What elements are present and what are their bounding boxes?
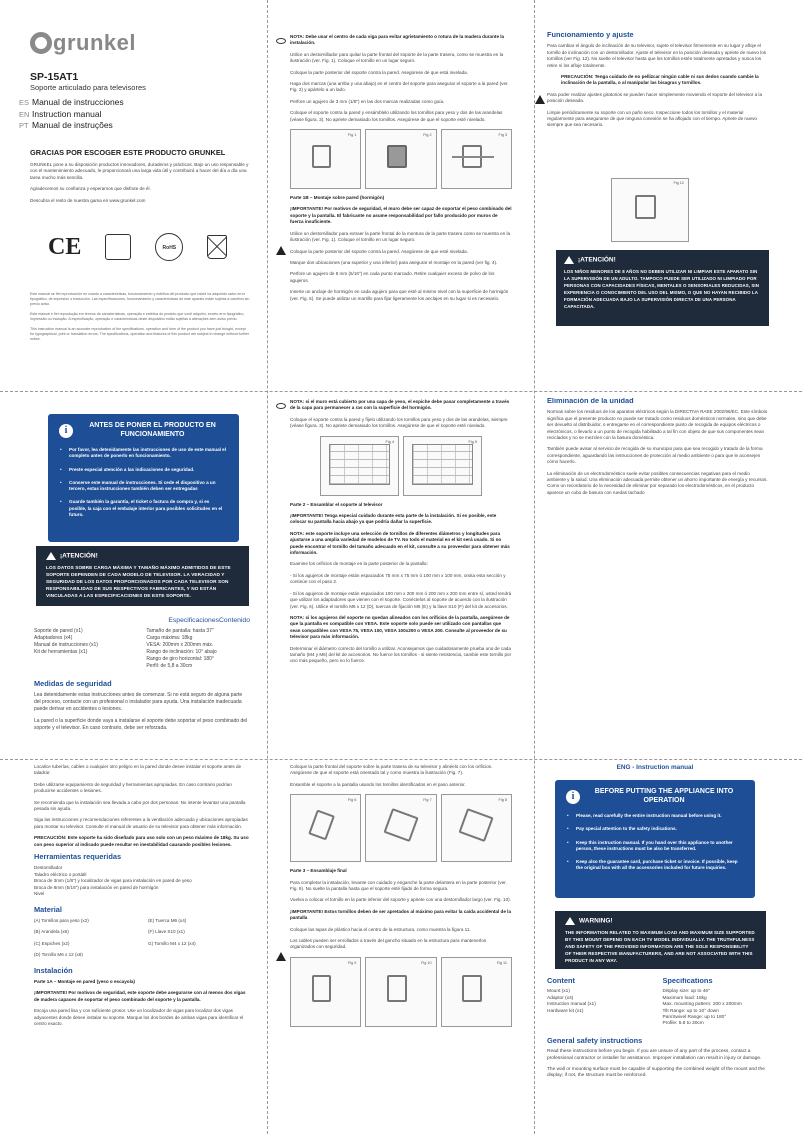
step-text: Inserte un anclaje de hormigón en cada agujero para que esté al mismo nivel con la superficie de hormigón (ver. Fig. 5). Se puede utilizar un martillo para fijar ligeramente los anclajes en su lugar si es necesario.	[290, 289, 509, 301]
language-code: EN	[19, 109, 30, 119]
warning-icon	[276, 952, 286, 961]
spec-title: Specifications	[662, 978, 713, 985]
figure	[320, 436, 399, 496]
material-title: Material	[34, 904, 62, 914]
tilt-illustration	[635, 195, 656, 220]
product-subtitle: Soporte articulado para televisores	[30, 83, 146, 92]
tv-back-illustration	[383, 808, 418, 842]
step-text: Ensamble el soporte a la pantalla usando los tornillos identificados en el paso anterior.	[290, 781, 466, 787]
step-text: Determinar el diámetro correcto del tornillo a utilizar. Aconsejamos que cuidadosamente prueba uno de cada tamaño (M4 y M6) del kit de accesorios. No fuerce los tornillos - si siente resistencia, cambie este tornillo por uno más pequeño, pero no lo fuerce.	[290, 645, 512, 664]
operation-text: Para cambiar el ángulo de inclinación de su televisor, sujete el televisor firmemente en su lugar y afloje el tornillo de inclinación con un destornillador. Ajuste el televisor en la posición deseada y apriete de nuevo los tornillos (ver Fig. 12). No suelte el televisor hasta que los tornillos estén totalmente apretados y nunca los retire ni los afloje totalmente.	[547, 43, 767, 68]
logo-mark-icon	[30, 32, 52, 54]
step-text: Utilice un destornillador para quitar la parte frontal del soporte de la parte trasera, como se muestra en la ilustración (ver. Fig. 1). Coloque el tornillo en un lugar seguro.	[290, 51, 504, 64]
step-text: Coloque las tapas de plástico hacia el centro de la estructura, como muestra la figura 11.	[290, 926, 471, 932]
spec-title: Especificaciones	[168, 617, 219, 624]
list-item: • Pay special attention to the safety indications.	[567, 826, 743, 832]
figure-label: Fig 3	[498, 133, 507, 138]
safety-text-2: La pared o la superficie donde vaya a instalarse el soporte debe soportar el peso combinado del soporte y el televisor. En caso contrario, debe ser reforzada.	[34, 718, 248, 731]
operation-title: Funcionamiento y ajuste	[547, 32, 634, 39]
rohs-icon: RoHS	[155, 233, 183, 261]
list-item: Tamaño de pantalla: hasta 37"	[146, 628, 214, 634]
part-1b-title: Parte 1B – Montaje sobre pared (hormigón)	[290, 195, 385, 201]
language-code: PT	[19, 121, 29, 130]
language-code: ES	[19, 98, 30, 107]
attention-text: LOS NIÑOS MENORES DE 8 AÑOS NO DEBEN UTILIZAR NI LIMPIAR ESTE APARATO SIN LA SUPERVISIÓN DE UN ADULTO. TAMPOCO PUEDE SER UTILIZADO NI LIMPIADO POR PERSONAS CON CAPACIDADES FÍSICAS, MENTALES O SENSORIALES REDUCIDAS, SIN EXPERIENCIA O CONOCIMIENTO DEL USO DEL MISMO, O QUE NO HAYAN RECIBIDO LA FORMACIÓN ADECUADA BAJO LA SUPERVISIÓN DIRECTA DE UNA PERSONA CAPACITADA.	[564, 269, 760, 310]
language-item	[19, 97, 124, 109]
important-text: ¡IMPORTANTE! Por motivos de seguridad, este soporte debe asegurarse con al menos dos vigas de madera capaces de soportar el peso combinado del soporte y la pantalla.	[34, 990, 246, 1002]
ce-mark-icon: CE	[48, 233, 82, 260]
spec-list	[146, 628, 250, 670]
language-item	[19, 120, 124, 132]
step-text: Coloque el soporte contra la pared y fíjelo utilizando los tornillos para yeso y dos de las arandelas, siempre (véase figura. 3). No apriete demasiado los tornillos. Asegúrese de que el soporte esté nivelado.	[290, 416, 508, 429]
step-text: - Si los agujeros de montaje están espaciados 100 mm x 200 mm ó 200 mm x 200 mm entre sí, usted tendrá que utilizar los adaptadores que vienen con el soporte. Conéctelos al soporte de acuerdo con la ilustración (ver. Fig. 6). Utilice el tornillo M6 x 12 (D), tuercas de fijación M6 (E) y la llave S10 (F) del kit de accesorios.	[290, 590, 512, 609]
col3-bottom	[547, 978, 769, 1128]
info-icon: i	[566, 790, 580, 804]
content-spec-columns	[547, 978, 769, 1028]
figure	[365, 129, 436, 189]
attention-title-text: ¡ATENCIÓN!	[578, 256, 616, 264]
precaution-text: PRECAUCIÓN: Tenga cuidado de no pellizcar ningún cable ni sus dedos cuando cambie la inclinación de la pantalla, o al manipular las bisagras y tornillos.	[561, 74, 759, 86]
list-item: Rango de inclinación: 10° abajo	[146, 649, 217, 655]
warning-icon	[46, 552, 56, 560]
attention-title-text: ¡ATENCIÓN!	[60, 552, 98, 560]
language-label: Instruction manual	[32, 108, 102, 119]
safety-text-3: Localice tuberías, cables o cualquier otro peligro en la pared donde desee instalar el soporte antes de taladrar.	[34, 764, 242, 776]
figure-label: Fig 1	[347, 133, 357, 138]
install-subtitle: Parte 1A – Montaje en pared (yeso o escayola)	[34, 978, 135, 984]
warning-box	[555, 911, 766, 969]
mount-illustration	[312, 145, 331, 168]
children-attention-box	[556, 250, 769, 326]
important-text: ¡IMPORTANTE! Por motivos de seguridad, el muro debe ser capaz de soportar el peso combinado del soporte y la pantalla. El fabricante no asume responsabilidad por fallo producido por muros de fuerza insuficiente.	[290, 206, 512, 225]
figures-9-11	[290, 957, 512, 1027]
disposal-text: La eliminación de un electrodoméstico suele evitar posibles consecuencias negativas para el medio ambiente y la salud. Una eliminación adecuada permite obtener un ahorro importante de energía y recursos. Como un recordatorio de la necesidad de eliminar por separado los electrodomésticos, en el producto aparece un cubo de basura con ruedas tachado	[547, 470, 768, 495]
list-item: Profile: 5.8 to 30cm	[662, 1021, 704, 1027]
list-item: Tilt Range: up to 10° down	[662, 1008, 719, 1014]
step-text: Perfore un agujero de 3 mm (1/8") en las dos marcas realizadas como guía.	[290, 98, 445, 104]
list-item: • Conserve este manual de instrucciones. Si cede el dispositivo a un tercero, estas instrucciones también deben ser entregadas	[60, 480, 227, 493]
list-item: (F) Llave S10 (x1)	[148, 929, 185, 935]
list-item: (B) Arandela (x6)	[34, 929, 69, 935]
figures-1-3	[290, 129, 512, 189]
figure-label: Fig 7	[423, 798, 432, 803]
attention-box	[36, 546, 249, 606]
list-item: Adaptadores (x4)	[34, 635, 73, 641]
safety-text: The wall or mounting surface must be capable of supporting the combined weight of the mount and the display; if not, the structure must be reinforced.	[547, 1067, 765, 1079]
figure-label: Fig 11	[496, 960, 507, 965]
warning-title	[565, 917, 756, 925]
step-text: Coloque la parte posterior del soporte contra la pared. Asegúrese de que esté nivelada.	[290, 248, 468, 254]
list-item: Pan/Swivel Range: up to 180°	[662, 1015, 727, 1021]
warning-title-text: WARNING!	[579, 917, 613, 925]
note-text: NOTA: si los agujeros del soporte no quedan alineados con los orificios de la pantalla, asegúrese de que la pantalla es compatible con VESA. Este soporte solo puede ser utilizado con pantallas que sean compatibles con VESA 75, VESA 100, VESA 100x200 o VESA 200. Consulte al proveedor de su televisor para más información.	[290, 614, 510, 640]
safety-title: General safety instructions	[547, 1035, 643, 1045]
disposal-text: También puede avisar al servicio de recogida de su municipio para que sea recogido y tratado de la forma correspondiente, aguardando las instrucciones de protección al medio ambiente o para que le aconsejen cómo hacerlo.	[547, 446, 763, 465]
list-item: Display size: up to 46"	[662, 989, 710, 995]
list-item: • Keep this instruction manual. If you hand over this appliance to another person, these instructions must be also be transferred.	[567, 840, 743, 853]
column-fold-left	[267, 0, 268, 1134]
before-use-list	[60, 447, 227, 518]
list-item: • Preste especial atención a las indicaciones de seguridad.	[60, 467, 227, 473]
list-item: Carga máxima: 18kg	[146, 635, 193, 641]
disposal-title: Eliminación de la unidad	[547, 398, 634, 405]
language-label: Manual de instruções	[32, 120, 113, 130]
material-list	[34, 918, 252, 959]
arm-illustration	[452, 156, 494, 158]
warning-icon	[565, 917, 575, 925]
figure	[290, 957, 361, 1027]
operation-text: Para poder realizar ajustes giratorios se pueden hacer simplemente moviendo el soporte del televisor a la posición deseada.	[547, 91, 763, 104]
content-title: Contenido	[219, 617, 250, 624]
discover-text: Descubra el resto de nuestra gama en www.grunkel.com	[30, 197, 146, 203]
english-heading: ENG - Instruction manual	[616, 764, 694, 771]
col1-bottom	[34, 764, 252, 1032]
safety-text-6: Siga las instrucciones y recomendaciones referentes a la ventilación adecuada y ubicaciones apropiadas para montar su televisor. Consulte el manual de usuario de su televisor para obtener más información.	[34, 817, 248, 829]
note-text: NOTA: Debe usar el centro de cada viga para evitar agrietamiento o rotura de la madera durante la instalación.	[290, 34, 505, 46]
cover-intro	[30, 162, 250, 209]
specs-content-heading	[34, 617, 250, 624]
language-label: Manual de instrucciones	[32, 97, 124, 107]
brand-logo	[30, 30, 136, 56]
before-operation-title: BEFORE PUTTING THE APPLIANCE INTO OPERATION	[594, 788, 734, 804]
col3-mid	[547, 398, 769, 578]
figure-label: Fig 4	[385, 439, 394, 444]
note-eye-icon	[276, 403, 286, 409]
mount-illustration	[312, 975, 331, 1002]
list-item: Instruction manual (x1)	[547, 1002, 596, 1008]
operation-text: Limpie periódicamente su soporte con un paño seco. Inspeccione todos los tornillos y el material regularmente para asegurarse de que ninguna conexión se ha aflojado con el tiempo. Apriete de nuevo siempre que sea necesario.	[547, 109, 757, 128]
figure-label: Fig 9	[347, 960, 357, 965]
figure-label: Fig 10	[421, 960, 432, 965]
note-text: NOTA: este soporte incluye una selección de tornillos de diferentes diámetros y longitudes para ajustarse a una amplia variedad de modelos de TV. No todo el material en el kit será usado. Si no puede encontrar el tornillo del tamaño adecuado en el kit, consulte a su proveedor para obtener más información.	[290, 530, 510, 556]
figure	[611, 178, 689, 242]
language-list	[19, 97, 124, 132]
brick-wall-illustration	[412, 444, 474, 486]
list-item: Nivel	[34, 891, 45, 897]
install-title: Instalación	[34, 965, 73, 975]
warning-icon	[276, 246, 286, 255]
attention-title	[564, 256, 761, 264]
precaution-text: PRECAUCIÓN: Este soporte ha sido diseñado para uso solo con un peso máximo de 18kg. Su uso con peso superior al indicado puede resultar en inestabilidad causando posibles lesiones.	[34, 835, 249, 847]
list-item: Destornillador	[34, 865, 63, 871]
figure	[441, 957, 512, 1027]
list-item: Taladro eléctrico o portátil	[34, 871, 87, 877]
list-item: Rango de giro horizontal: 180°	[146, 656, 214, 662]
content-title: Content	[547, 978, 575, 985]
list-item: (A) Tornillos para yeso (x2)	[34, 917, 89, 923]
col2-bottom	[290, 764, 512, 1130]
list-item: (E) Tuerca M6 (x4)	[148, 917, 187, 923]
info-icon: i	[59, 424, 73, 438]
col3-top	[547, 32, 769, 182]
step-text: Coloque la parte frontal del soporte sobre la parte trasera de su televisor y alinéelo con los orificios. Asegúrese de que el soporte está orientado tal y como muestra la ilustración (Fig. 7).	[290, 764, 493, 776]
figure	[365, 957, 436, 1027]
content-column	[547, 978, 654, 1028]
brand-name: grunkel	[53, 30, 136, 55]
list-item: Hardware kit (x1)	[547, 1008, 584, 1014]
step-text: Perfore un agujero de 8 mm (5/16") en cada punto marcado. Retire cualquier exceso de polvo de los agujeros.	[290, 271, 495, 283]
list-item: Manual de instrucciones (x1)	[34, 642, 98, 648]
attention-title	[46, 552, 239, 560]
figure	[441, 794, 512, 862]
figure-label: Fig 6	[347, 798, 357, 803]
list-item: • Guarde también la garantía, el ticket o factura de compra y, si es posible, la caja con el embalaje interior para posibles solicitudes en el futuro.	[60, 499, 227, 518]
intro-text: GRUNKEL pone a su disposición productos innovadores, duraderos y prácticos. Bajo un uso responsable y con el mantenimiento adecuado, le proporcionará una larga vida útil y contribuirá a hacer del día a día una tarea mucho más sencilla.	[30, 162, 249, 180]
disposal-text: Normas sobre los residuos de los aparatos eléctricos según la DIRECTIVA RAEE 2002/96/EC. Este símbolo significa que el presente producto no puede ser tratado como residuos domésticos normales, sino que debe ser devuelto al distribuidor, o entregarse en el correspondiente punto de recogida de equipos eléctricos o electrónicos, o llevarlo a un punto de recogida habilitado a tal fin con objeto de que sus componentes sean reciclados y no se mezclen con la basura doméstica.	[547, 409, 768, 441]
mount-illustration	[387, 975, 406, 1002]
legal-es: Este manual se fiel reproducción en cuanto a características, funcionamiento y estética del producto que usted ha adquirido salvo error tipográfico, de impresión o traducción. Las especificaciones, funcionamiento y características de este aparato están sujetas a cambios sin previo aviso.	[30, 292, 250, 306]
brick-wall-illustration	[329, 444, 391, 486]
figures-4-5	[320, 436, 482, 496]
warning-icon	[535, 95, 545, 104]
legal-en: This instruction manual is an accurate reproduction of the specifications, operation and form of the product you have just bought, except for typographical, print or translation errors. The specifications, operation and features of this product are subject to change without further notice.	[30, 327, 250, 341]
step-text: Marque dos ubicaciones (una superior y una inferior) para asegurar el montaje en la pared (ver fig. 4).	[290, 259, 498, 265]
before-operation-box	[555, 780, 755, 898]
list-item: Broca de 3mm (1/8") y localizador de vigas para instalación en pared de yeso	[34, 878, 192, 884]
col2-top	[290, 34, 512, 386]
adapter-illustration	[308, 809, 335, 840]
tv-back-illustration	[459, 808, 494, 842]
step-text: Vuelva a colocar el tornillo en la parte inferior del soporte y apriete con una destornillador largo (ver. Fig. 10).	[290, 897, 511, 903]
content-list	[34, 628, 138, 670]
list-item: Soporte de pared (x1)	[34, 628, 83, 634]
list-item: Broca de 8mm (5/16") para instalación en pared de hormigón	[34, 884, 159, 890]
list-item: Maximum load: 18kg	[662, 995, 707, 1001]
figure	[290, 794, 361, 862]
note-text: NOTA: si el muro está cubierto por una capa de yeso, el espiche debe pasar completamente a través de la capa para permanecer a ras con la superficie del hormigón.	[290, 399, 510, 411]
list-item: • Por favor, lea detenidamente las instrucciones de uso de este manual el completo antes de ponerlo en funcionamiento.	[60, 447, 227, 460]
step-text: Haga dos marcas (una arriba y una abajo) en el centro del soporte para asegurar el soporte a la pared (ver. Fig. 2) y apártelo a un lado.	[290, 81, 509, 93]
warning-text: THE INFORMATION RELATED TO MAXIMUM LOAD AND MAXIMUM SIZE SUPPORTED BY THIS MOUNT DEPEND ON EACH TV MODEL INDIVIDUALLY. THE TRUTHFULNESS AND SAFETY OF THE PROVIDED INFORMATION ARE THE SOLE RESPONSIBILITY OF THEIR RESPECTIVE MANUFACTURERS, AND ARE NOT ASSOCIATED WITH THIS PRODUCT IN ANY WAY.	[565, 930, 755, 963]
part-3-title: Parte 3 – Ensamblaje final	[290, 868, 347, 874]
col2-mid	[290, 399, 512, 755]
figure	[403, 436, 482, 496]
safety-text-5: Se recomienda que la instalación sea llevada a cabo por dos personas. No intente levantar una pantalla pesada sin ayuda.	[34, 799, 246, 812]
tools-title: Herramientas requeridas	[34, 852, 122, 862]
figure-label: Fig 2	[423, 133, 432, 138]
list-item: VESA: 200mm x 200mm máx.	[146, 642, 214, 648]
list-item: Max. mounting pattern: 200 x 200mm	[662, 1002, 742, 1008]
mount-illustration	[462, 975, 481, 1002]
figure	[290, 129, 361, 189]
crossed-bin-icon	[207, 235, 227, 259]
list-item: (D) Tornillo M6 x 12 (x8)	[34, 952, 83, 958]
install-text: Escoja una pared lisa y con suficiente grosor. Use un localizador de vigas para localizar dos vigas adyacentes donde desee instalar su soporte. Marque los dos bordes de ambas vigas para identificar el centro exacto.	[34, 1008, 244, 1026]
figures-6-8	[290, 794, 512, 862]
step-text: Utilice un destornillador para extraer la parte frontal de la montura de la parte trasera como se muestra en la ilustración (ver. Fig. 1). Coloque el tornillo en un lugar seguro.	[290, 230, 511, 243]
figure	[365, 794, 436, 862]
model-number: SP-15AT1	[30, 71, 79, 83]
figure-label: Fig 5	[468, 439, 477, 444]
column-fold-right	[534, 0, 535, 1134]
spec-column	[662, 978, 769, 1028]
list-item: Kit de herramientas (x1)	[34, 649, 88, 655]
figure-label: Fig 12	[673, 181, 684, 185]
thanks-heading: GRACIAS POR ESCOGER ESTE PRODUCTO GRUNKEL	[30, 148, 226, 157]
list-item: Mount (x1)	[547, 989, 570, 995]
step-text: Para completar la instalación, levante con cuidado y enganche la parte delantera en la parte posterior (ver. Fig. 9). No suelte la pantalla hasta que el soporte esté fijado de forma segura.	[290, 879, 507, 892]
step-text: Los cables pueden ser enrollados a través del gancho situado en la estructura para mantenerlos organizados con seguridad.	[290, 938, 487, 950]
safety-title: Medidas de seguridad	[34, 679, 112, 688]
step-text: Examine los orificios de montaje en la parte posterior de la pantalla:	[290, 561, 428, 567]
before-use-title: ANTES DE PONER EL PRODUCTO EN FUNCIONAMIENTO	[89, 422, 216, 438]
before-use-box	[48, 414, 239, 542]
language-item	[19, 109, 124, 121]
attention-text: LOS DATOS SOBRE CARGA MÁXIMA Y TAMAÑO MÁXIMO ADMITIDOS DE ESTE SOPORTE DEPENDEN DE CADA MODELO DE TELEVISOR. LA VERACIDAD Y SEGURIDAD DE LOS DATOS PROPORCIONADOS POR CADA TELEVISOR SON RESPONSABILIDAD DE SUS RESPECTIVOS FABRICANTES, Y NO ESTÁN VINCULADAS A LAS ESPECIFICACIONES DE ESTE SOPORTE.	[46, 565, 231, 598]
contents-columns	[34, 628, 250, 670]
figure-label: Fig 8	[498, 798, 507, 803]
step-text: Coloque la parte posterior del soporte contra la pared. Asegúrese de que está nivelada.	[290, 69, 468, 75]
list-item: Perfil: de 5,8 a 30cm	[146, 663, 193, 669]
page-fold-bottom	[0, 759, 802, 760]
legal-notes	[30, 292, 250, 347]
warning-icon	[564, 256, 574, 264]
figure	[441, 129, 512, 189]
safety-text-4: Debe utilizarse equipamiento de seguridad y herramientas apropiadas. En caso contrario podrían producirse accidentes o lesiones.	[34, 781, 232, 794]
legal-pt: Este manual é fiel reprodução em termos de características, operação e estética do produto que você adquiriu, exceto erro tipográfico, impressão ou tradução. A especificação, operação e características deste dispositivo estão sujeitas a alterações sem aviso prévio.	[30, 312, 245, 321]
contents-section	[34, 617, 250, 737]
tools-list	[34, 865, 252, 897]
trust-text: Agradecemos su confianza y esperamos que disfrute de él.	[30, 186, 151, 192]
before-operation-list	[567, 813, 743, 872]
part-2-title: Parte 2 – Ensamblar el soporte al televisor	[290, 501, 383, 507]
important-text: ¡IMPORTANTE! Tenga especial cuidado durante esta parte de la instalación. Si es posible, este colocar su pantalla hacia abajo ya que podría dañar la superficie.	[290, 513, 497, 525]
list-item: G) Tornillo M4 x 12 (x4)	[148, 940, 196, 946]
list-item: Adaptor (x4)	[547, 995, 574, 1001]
step-text: Coloque el soporte contra la pared y ensámblelo utilizando los tornillos para yeso y dos de las arandelas (véase figura. 3). No apriete demasiado los tornillos. Asegúrese de que el soporte esté nivelado.	[290, 110, 503, 122]
safety-text-1: Lea detenidamente estas instrucciones antes de comenzar. Si no está seguro de alguna parte del proceso, contacte con un profesional o instalador para ayuda. Una instalación inadecuada puede derivar en accidentes o lesiones.	[34, 692, 243, 712]
step-text: - Si los agujeros de montaje están espaciados 75 mm x 75 mm ó 100 mm x 100 mm, omita esta sección y continúe con el paso 2.	[290, 572, 506, 585]
note-eye-icon	[276, 38, 286, 44]
certification-icon	[105, 234, 131, 260]
list-item: (C) Espiches (x2)	[34, 940, 70, 946]
page-fold-top	[0, 391, 802, 392]
list-item: • Keep also the guarantee card, purchase ticket or invoice. If possible, keep the original box with all the accessories included for future inquiries.	[567, 859, 743, 872]
mount-illustration	[387, 145, 406, 168]
important-text: ¡IMPORTANTE! Estos tornillos deben de ser apretados al máximo para evitar la caída accidental de la pantalla	[290, 908, 511, 921]
list-item: • Please, read carefully the entire instruction manual before using it.	[567, 813, 743, 819]
certification-marks	[48, 233, 227, 261]
safety-text: Read these instructions before you begin. If you are unsure of any part of the process, contact a professional contractor or installer for assistance. Improper installation can result in injury or damage.	[547, 1049, 762, 1061]
